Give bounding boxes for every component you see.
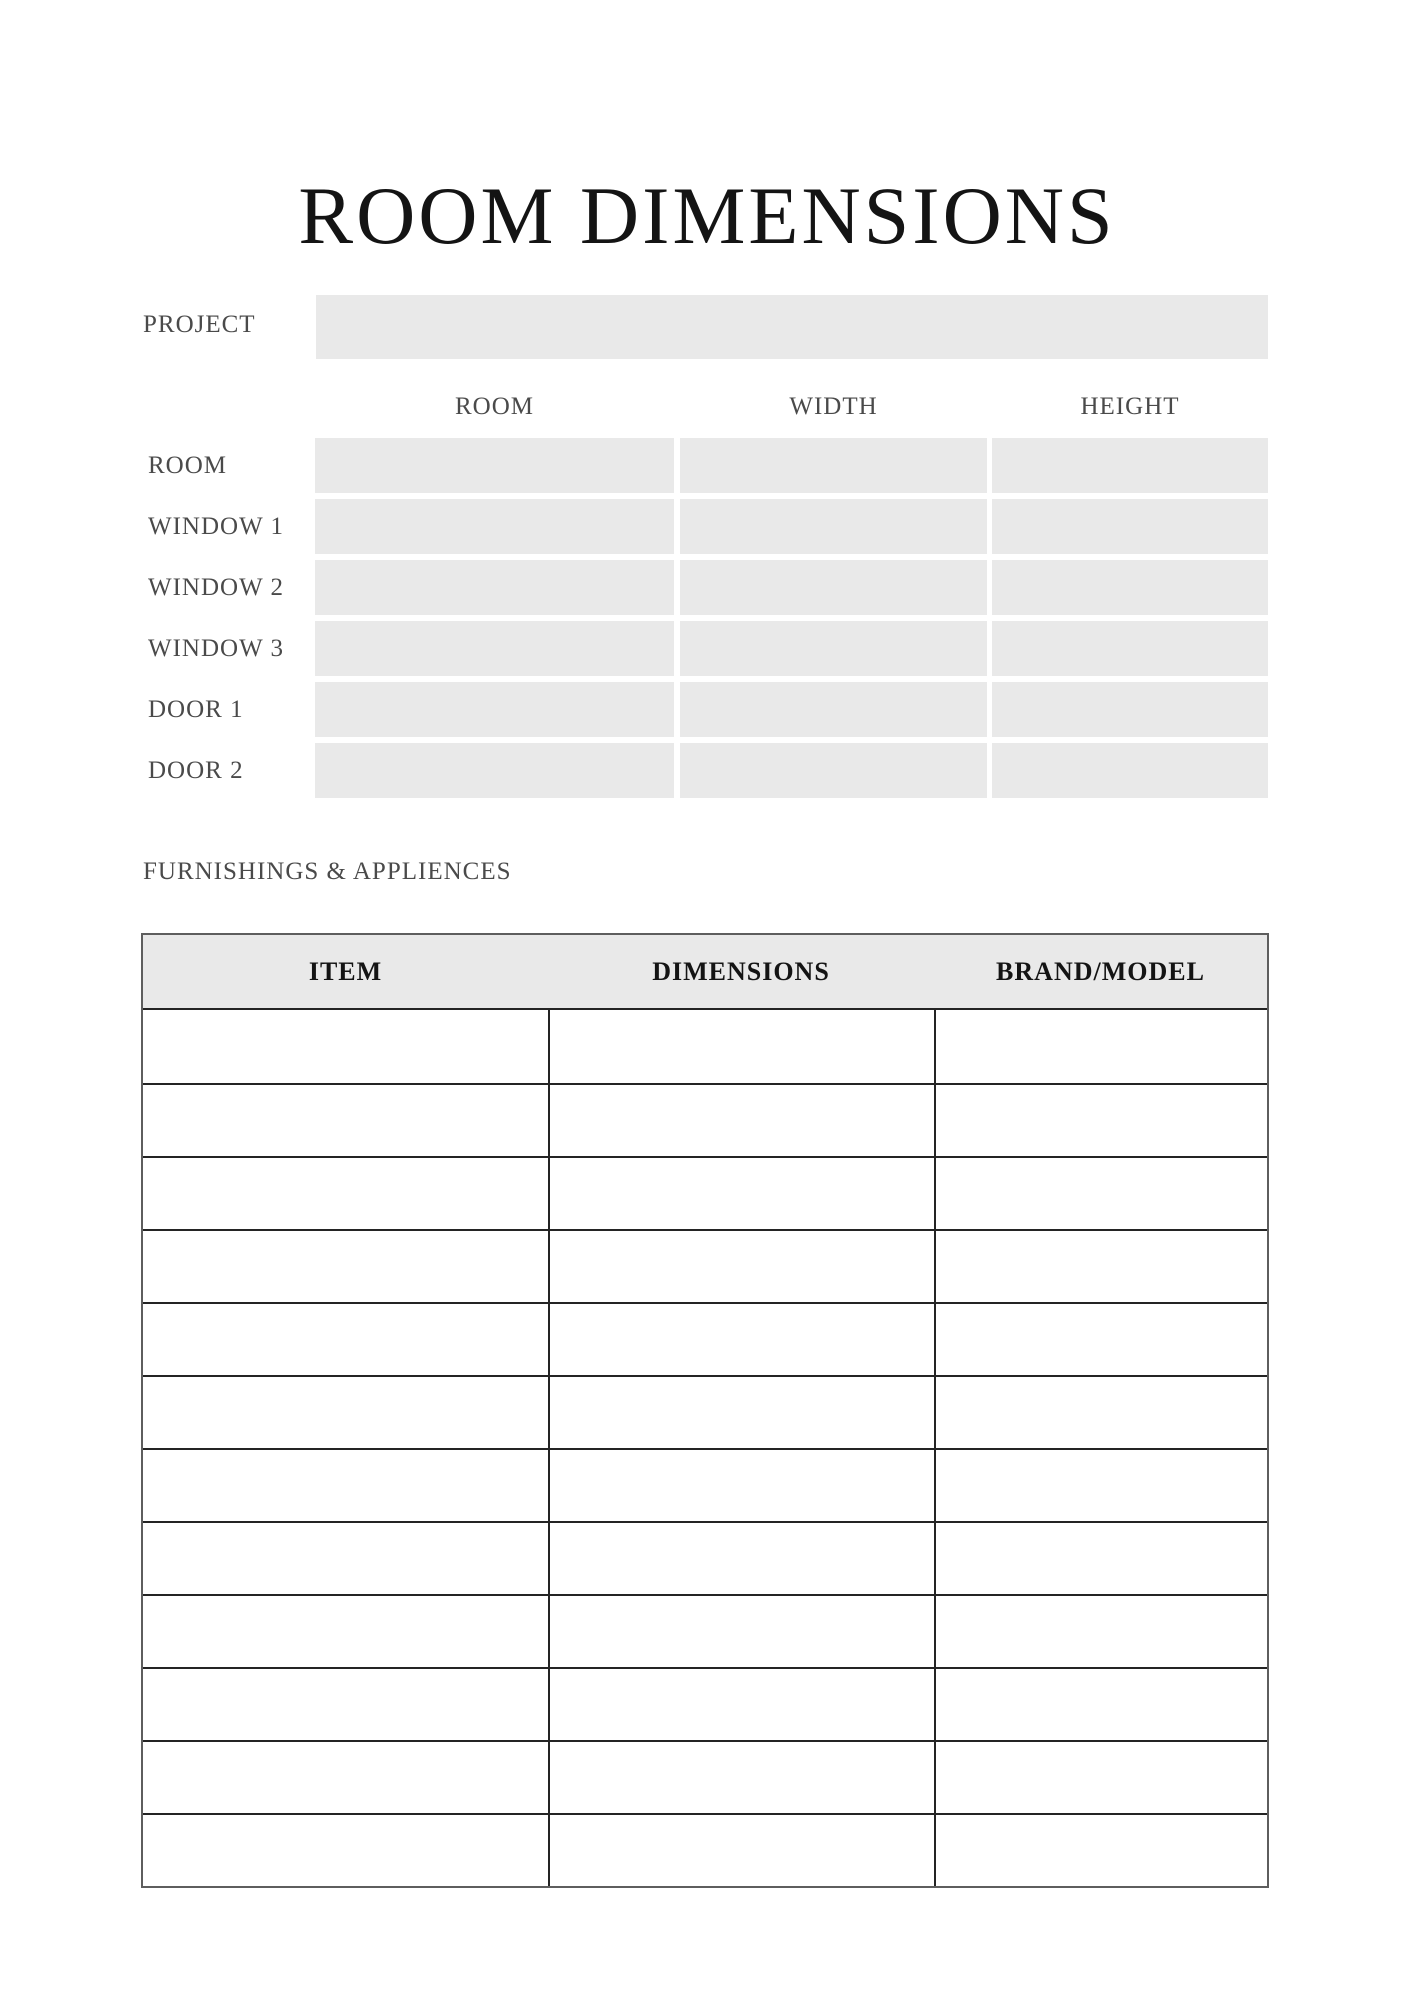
brand-model-cell[interactable]: [934, 1231, 1267, 1302]
dimensions-row-label: WINDOW 3: [148, 634, 284, 662]
brand-model-cell[interactable]: [934, 1010, 1267, 1083]
brand-model-cell[interactable]: [934, 1815, 1267, 1886]
room-input[interactable]: [315, 621, 674, 676]
height-input[interactable]: [992, 621, 1268, 676]
brand-model-cell[interactable]: [934, 1523, 1267, 1594]
furnishings-row: [143, 1229, 1267, 1302]
brand-model-cell[interactable]: [934, 1596, 1267, 1667]
project-input[interactable]: [316, 295, 1268, 359]
furnishings-heading: FURNISHINGS & APPLIENCES: [143, 858, 512, 885]
dimensions-row: [0, 682, 1414, 737]
column-header-brand-model: BRAND/MODEL: [996, 956, 1205, 986]
furnishings-row: [143, 1375, 1267, 1448]
room-input[interactable]: [315, 682, 674, 737]
item-cell[interactable]: [143, 1304, 548, 1375]
column-header-height: HEIGHT: [1080, 393, 1180, 420]
dimensions-cell[interactable]: [548, 1158, 934, 1229]
brand-model-cell[interactable]: [934, 1085, 1267, 1156]
height-input[interactable]: [992, 499, 1268, 554]
brand-model-cell[interactable]: [934, 1450, 1267, 1521]
furnishings-row: [143, 1083, 1267, 1156]
furnishings-table-header: [143, 935, 1267, 1010]
dimensions-row: [0, 560, 1414, 615]
dimensions-cell[interactable]: [548, 1377, 934, 1448]
width-input[interactable]: [680, 743, 987, 798]
width-input[interactable]: [680, 560, 987, 615]
item-cell[interactable]: [143, 1010, 548, 1083]
item-cell[interactable]: [143, 1231, 548, 1302]
page-title: ROOM DIMENSIONS: [298, 169, 1116, 261]
furnishings-row: [143, 1813, 1267, 1886]
brand-model-cell[interactable]: [934, 1377, 1267, 1448]
dimensions-cell[interactable]: [548, 1231, 934, 1302]
item-cell[interactable]: [143, 1742, 548, 1813]
item-cell[interactable]: [143, 1158, 548, 1229]
furnishings-row: [143, 1448, 1267, 1521]
width-input[interactable]: [680, 621, 987, 676]
column-header-width: WIDTH: [789, 393, 878, 420]
furnishings-row: [143, 1156, 1267, 1229]
dimensions-cell[interactable]: [548, 1742, 934, 1813]
column-header-room: ROOM: [454, 393, 534, 420]
dimensions-cell[interactable]: [548, 1815, 934, 1886]
brand-model-cell[interactable]: [934, 1669, 1267, 1740]
item-cell[interactable]: [143, 1085, 548, 1156]
dimensions-row: [0, 743, 1414, 798]
dimensions-row-label: ROOM: [148, 451, 228, 479]
dimensions-table: [0, 438, 1414, 804]
item-cell[interactable]: [143, 1815, 548, 1886]
item-cell[interactable]: [143, 1523, 548, 1594]
furnishings-row: [143, 1594, 1267, 1667]
dimensions-row-label: WINDOW 2: [148, 573, 284, 601]
dimensions-cell[interactable]: [548, 1523, 934, 1594]
column-header-item: ITEM: [308, 956, 383, 986]
furnishings-row: [143, 1667, 1267, 1740]
dimensions-cell[interactable]: [548, 1596, 934, 1667]
width-input[interactable]: [680, 438, 987, 493]
height-input[interactable]: [992, 682, 1268, 737]
brand-model-cell[interactable]: [934, 1304, 1267, 1375]
column-header-dimensions: DIMENSIONS: [652, 956, 830, 986]
brand-model-cell[interactable]: [934, 1158, 1267, 1229]
width-input[interactable]: [680, 682, 987, 737]
height-input[interactable]: [992, 438, 1268, 493]
height-input[interactable]: [992, 560, 1268, 615]
dimensions-cell[interactable]: [548, 1010, 934, 1083]
furnishings-row: [143, 1302, 1267, 1375]
room-input[interactable]: [315, 560, 674, 615]
dimensions-row: [0, 438, 1414, 493]
item-cell[interactable]: [143, 1596, 548, 1667]
furnishings-row: [143, 1010, 1267, 1083]
item-cell[interactable]: [143, 1669, 548, 1740]
dimensions-cell[interactable]: [548, 1304, 934, 1375]
room-input[interactable]: [315, 743, 674, 798]
brand-model-cell[interactable]: [934, 1742, 1267, 1813]
dimensions-row: [0, 621, 1414, 676]
item-cell[interactable]: [143, 1450, 548, 1521]
dimensions-row: [0, 499, 1414, 554]
furnishings-row: [143, 1740, 1267, 1813]
furnishings-row: [143, 1521, 1267, 1594]
dimensions-cell[interactable]: [548, 1085, 934, 1156]
dimensions-row-label: DOOR 2: [148, 756, 244, 784]
dimensions-row-label: DOOR 1: [148, 695, 244, 723]
room-input[interactable]: [315, 499, 674, 554]
room-input[interactable]: [315, 438, 674, 493]
dimensions-cell[interactable]: [548, 1669, 934, 1740]
dimensions-cell[interactable]: [548, 1450, 934, 1521]
project-label: PROJECT: [143, 311, 256, 338]
item-cell[interactable]: [143, 1377, 548, 1448]
furnishings-table: [141, 933, 1269, 1888]
width-input[interactable]: [680, 499, 987, 554]
dimensions-row-label: WINDOW 1: [148, 512, 284, 540]
furnishings-table-body: [143, 1010, 1267, 1886]
height-input[interactable]: [992, 743, 1268, 798]
